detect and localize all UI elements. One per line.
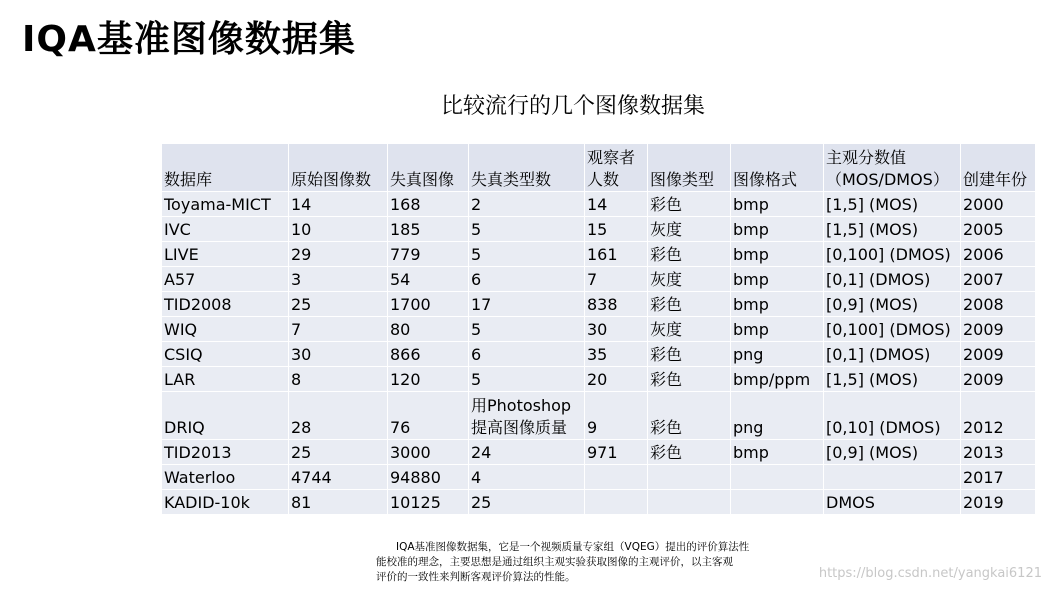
cell-image-type: 彩色 — [648, 192, 730, 216]
cell-subjective-score: [1,5] (MOS) — [824, 367, 960, 391]
cell-subjective-score: DMOS — [824, 490, 960, 514]
header-cell-distortion-types: 失真类型数 — [469, 144, 584, 191]
table-subtitle: 比较流行的几个图像数据集 — [441, 94, 706, 119]
cell-distorted-images: 76 — [388, 392, 468, 439]
cell-year: 2013 — [961, 440, 1035, 464]
cell-observers: 14 — [585, 192, 647, 216]
cell-observers: 971 — [585, 440, 647, 464]
cell-image-format — [731, 465, 823, 489]
cell-distortion-types: 17 — [469, 292, 584, 316]
cell-image-type: 彩色 — [648, 342, 730, 366]
cell-original-images: 8 — [289, 367, 387, 391]
table-header-row — [162, 144, 1035, 191]
cell-subjective-score: [0,9] (MOS) — [824, 292, 960, 316]
cell-distorted-images: 779 — [388, 242, 468, 266]
cell-distorted-images: 80 — [388, 317, 468, 341]
table-row — [162, 490, 1035, 514]
cell-distorted-images: 94880 — [388, 465, 468, 489]
cell-image-type: 彩色 — [648, 367, 730, 391]
cell-observers: 838 — [585, 292, 647, 316]
cell-database: Toyama-MICT — [162, 192, 288, 216]
cell-original-images: 3 — [289, 267, 387, 291]
header-cell-subjective-score: 主观分数值（MOS/DMOS） — [824, 144, 960, 191]
cell-image-type: 灰度 — [648, 317, 730, 341]
cell-original-images: 30 — [289, 342, 387, 366]
table-row — [162, 267, 1035, 291]
header-cell-observers: 观察者人数 — [585, 144, 647, 191]
cell-database: TID2008 — [162, 292, 288, 316]
header-cell-image-format: 图像格式 — [731, 144, 823, 191]
cell-original-images: 10 — [289, 217, 387, 241]
cell-distortion-types: 2 — [469, 192, 584, 216]
cell-image-format: bmp — [731, 217, 823, 241]
cell-image-format: png — [731, 342, 823, 366]
description-caption — [376, 540, 836, 585]
cell-original-images: 25 — [289, 292, 387, 316]
cell-original-images: 81 — [289, 490, 387, 514]
cell-distorted-images: 1700 — [388, 292, 468, 316]
cell-distortion-types: 6 — [469, 267, 584, 291]
cell-image-format: bmp/ppm — [731, 367, 823, 391]
cell-subjective-score: [0,100] (DMOS) — [824, 317, 960, 341]
table-row — [162, 192, 1035, 216]
header-cell-year: 创建年份 — [961, 144, 1035, 191]
cell-subjective-score: [1,5] (MOS) — [824, 192, 960, 216]
cell-subjective-score: [0,9] (MOS) — [824, 440, 960, 464]
cell-database: WIQ — [162, 317, 288, 341]
cell-image-format: png — [731, 392, 823, 439]
cell-image-format: bmp — [731, 242, 823, 266]
cell-original-images: 25 — [289, 440, 387, 464]
table-row — [162, 440, 1035, 464]
cell-original-images: 7 — [289, 317, 387, 341]
cell-database: TID2013 — [162, 440, 288, 464]
cell-distortion-types: 25 — [469, 490, 584, 514]
cell-image-format: bmp — [731, 292, 823, 316]
dataset-table — [161, 143, 1036, 515]
cell-year: 2009 — [961, 367, 1035, 391]
cell-distorted-images: 54 — [388, 267, 468, 291]
cell-image-format: bmp — [731, 440, 823, 464]
cell-distorted-images: 185 — [388, 217, 468, 241]
cell-image-format: bmp — [731, 267, 823, 291]
cell-year: 2005 — [961, 217, 1035, 241]
cell-image-type: 彩色 — [648, 292, 730, 316]
cell-database: A57 — [162, 267, 288, 291]
cell-subjective-score: [1,5] (MOS) — [824, 217, 960, 241]
cell-subjective-score: [0,1] (DMOS) — [824, 267, 960, 291]
page-title: IQA基准图像数据集 — [22, 19, 356, 60]
cell-year: 2000 — [961, 192, 1035, 216]
caption-line: 能校准的理念，主要思想是通过组织主观实验获取图像的主观评价，以主客观 — [376, 556, 733, 568]
cell-observers: 30 — [585, 317, 647, 341]
table-row — [162, 292, 1035, 316]
caption-line: IQA基准图像数据集，它是一个视频质量专家组（VQEG）提出的评价算法性 — [396, 541, 750, 553]
cell-year: 2008 — [961, 292, 1035, 316]
table-row — [162, 342, 1035, 366]
cell-image-format: bmp — [731, 317, 823, 341]
cell-distortion-types: 24 — [469, 440, 584, 464]
cell-distortion-types: 5 — [469, 242, 584, 266]
cell-year: 2017 — [961, 465, 1035, 489]
cell-subjective-score: [0,10] (DMOS) — [824, 392, 960, 439]
cell-database: KADID-10k — [162, 490, 288, 514]
cell-distorted-images: 10125 — [388, 490, 468, 514]
cell-observers: 35 — [585, 342, 647, 366]
cell-subjective-score: [0,1] (DMOS) — [824, 342, 960, 366]
cell-observers: 9 — [585, 392, 647, 439]
cell-observers: 7 — [585, 267, 647, 291]
cell-year: 2012 — [961, 392, 1035, 439]
table-row — [162, 217, 1035, 241]
cell-distorted-images: 3000 — [388, 440, 468, 464]
cell-observers — [585, 465, 647, 489]
cell-database: CSIQ — [162, 342, 288, 366]
cell-distortion-types: 4 — [469, 465, 584, 489]
cell-image-type: 灰度 — [648, 267, 730, 291]
table-row — [162, 367, 1035, 391]
cell-year: 2019 — [961, 490, 1035, 514]
table-row — [162, 242, 1035, 266]
cell-database: IVC — [162, 217, 288, 241]
table-row — [162, 317, 1035, 341]
cell-subjective-score — [824, 465, 960, 489]
header-cell-image-type: 图像类型 — [648, 144, 730, 191]
cell-observers: 161 — [585, 242, 647, 266]
cell-year: 2007 — [961, 267, 1035, 291]
cell-year: 2009 — [961, 317, 1035, 341]
cell-image-type: 彩色 — [648, 392, 730, 439]
cell-observers: 20 — [585, 367, 647, 391]
cell-database: DRIQ — [162, 392, 288, 439]
cell-image-type: 彩色 — [648, 440, 730, 464]
cell-distortion-types: 6 — [469, 342, 584, 366]
cell-distorted-images: 866 — [388, 342, 468, 366]
cell-image-type — [648, 490, 730, 514]
cell-image-type — [648, 465, 730, 489]
cell-original-images: 14 — [289, 192, 387, 216]
cell-image-type: 灰度 — [648, 217, 730, 241]
cell-database: LAR — [162, 367, 288, 391]
cell-distorted-images: 120 — [388, 367, 468, 391]
cell-original-images: 29 — [289, 242, 387, 266]
cell-image-format: bmp — [731, 192, 823, 216]
cell-subjective-score: [0,100] (DMOS) — [824, 242, 960, 266]
cell-observers: 15 — [585, 217, 647, 241]
table-row — [162, 465, 1035, 489]
header-cell-original-images: 原始图像数 — [289, 144, 387, 191]
header-cell-database: 数据库 — [162, 144, 288, 191]
cell-image-type: 彩色 — [648, 242, 730, 266]
cell-year: 2009 — [961, 342, 1035, 366]
watermark-url: https://blog.csdn.net/yangkai6121 — [818, 566, 1042, 581]
cell-observers — [585, 490, 647, 514]
cell-distortion-types: 5 — [469, 317, 584, 341]
cell-distortion-types: 用Photoshop提高图像质量 — [469, 392, 584, 439]
caption-line: 评价的一致性来判断客观评价算法的性能。 — [376, 571, 576, 583]
cell-year: 2006 — [961, 242, 1035, 266]
header-cell-distorted-images: 失真图像 — [388, 144, 468, 191]
cell-distortion-types: 5 — [469, 367, 584, 391]
table-row — [162, 392, 1035, 439]
cell-image-format — [731, 490, 823, 514]
cell-original-images: 4744 — [289, 465, 387, 489]
cell-database: Waterloo — [162, 465, 288, 489]
cell-original-images: 28 — [289, 392, 387, 439]
cell-distorted-images: 168 — [388, 192, 468, 216]
cell-database: LIVE — [162, 242, 288, 266]
cell-distortion-types: 5 — [469, 217, 584, 241]
